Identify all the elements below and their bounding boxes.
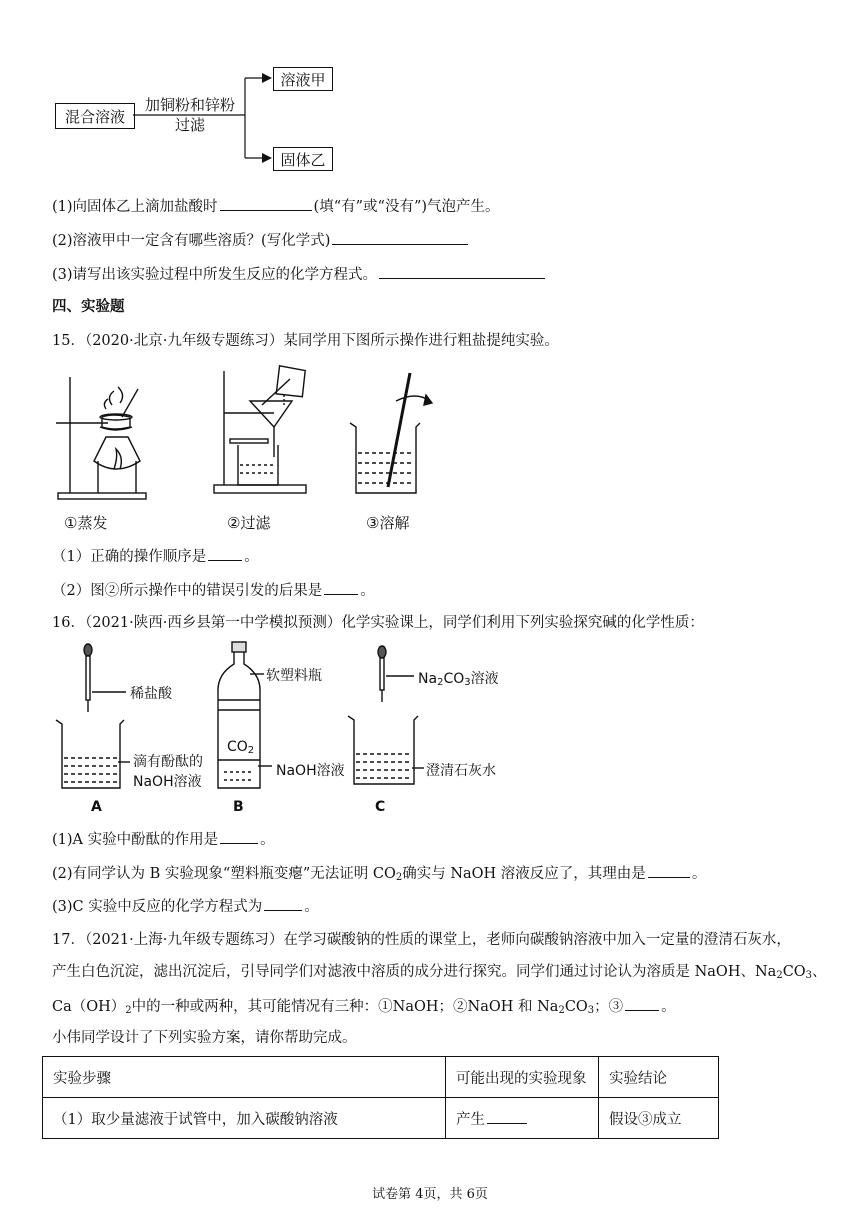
beaker-c xyxy=(348,716,424,784)
cell-step: （1）取少量滤液于试管中，加入碳酸钠溶液 xyxy=(43,1098,446,1139)
label-b: B xyxy=(233,799,244,815)
answer-blank[interactable] xyxy=(648,863,690,878)
label-dilute-hcl: 稀盐酸 xyxy=(130,686,172,702)
page-footer: 试卷第 4页，共 6页 xyxy=(372,1187,488,1202)
cell-conclusion: 假设③成立 xyxy=(599,1098,719,1139)
mixed-solution-box: 混合溶液 xyxy=(55,103,135,129)
solid-b-box: 固体乙 xyxy=(273,147,333,171)
label-plastic-bottle: 软塑料瓶 xyxy=(266,668,322,684)
answer-blank[interactable] xyxy=(220,196,312,211)
flow-arrow-label-bottom: 过滤 xyxy=(174,116,205,134)
answer-blank[interactable] xyxy=(208,546,242,561)
caption-dissolving: ③溶解 xyxy=(366,514,410,532)
q15-apparatus-illustration xyxy=(50,365,470,510)
solution-a-box: 溶液甲 xyxy=(273,67,333,91)
flow-arrows xyxy=(130,65,280,175)
filtration-apparatus xyxy=(214,365,309,493)
q16-part1: (1)A 实验中酚酞的作用是 。 xyxy=(52,829,275,850)
dropper-c xyxy=(378,646,414,702)
label-na2co3-solution: $Na_2CO_3$溶液 xyxy=(418,671,499,688)
table-header-row xyxy=(43,1057,719,1098)
beaker-a xyxy=(56,720,130,788)
label-co2: $CO_2$ xyxy=(227,739,255,756)
dissolving-apparatus xyxy=(350,373,432,493)
header-step: 实验步骤 xyxy=(43,1057,446,1098)
label-c: C xyxy=(375,799,386,815)
label-naoh-solution: NaOH溶液 xyxy=(276,763,345,779)
experiment-table xyxy=(42,1056,719,1139)
answer-blank[interactable] xyxy=(332,230,468,245)
label-phenolphthalein-2: NaOH溶液 xyxy=(133,774,202,790)
plastic-bottle-b xyxy=(218,642,272,788)
q14-part1: (1)向固体乙上滴加盐酸时 (填“有”或“没有”)气泡产生。 xyxy=(52,196,500,217)
evaporation-apparatus xyxy=(56,377,146,499)
label-a: A xyxy=(91,799,102,815)
q17-line4: 小伟同学设计了下列实验方案，请你帮助完成。 xyxy=(52,1030,357,1046)
header-conclusion: 实验结论 xyxy=(599,1057,719,1098)
answer-blank[interactable] xyxy=(625,996,659,1011)
dropper-a xyxy=(84,644,92,712)
answer-blank[interactable] xyxy=(379,264,545,279)
q14-part3: (3)请写出该实验过程中所发生反应的化学方程式。 xyxy=(52,264,547,285)
cell-phenomenon: 产生 xyxy=(446,1098,599,1139)
label-limewater: 澄清石灰水 xyxy=(426,763,496,779)
q17-line1: 17．（2021·上海·九年级专题练习）在学习碳酸钠的性质的课堂上，老师向碳酸钠溶液中加入一定量的澄清石灰水， xyxy=(52,932,791,948)
q17-line2: 产生白色沉淀，滤出沉淀后，引导同学们对滤液中溶质的成分进行探究。同学们通过讨论认为溶质是 NaOH、$Na_2CO_3$、 xyxy=(52,964,827,981)
q15-part1: （1）正确的操作顺序是 。 xyxy=(52,546,259,567)
q17-line3: $Ca(OH)_2$中的一种或两种，其可能情况有三种：①NaOH；②NaOH 和 $Na_2CO_3$；③ 。 xyxy=(52,996,676,1021)
q15-part2: （2）图②所示操作中的错误引发的后果是 。 xyxy=(52,580,375,601)
answer-blank[interactable] xyxy=(220,829,258,844)
table-row xyxy=(43,1098,719,1139)
caption-filtration: ②过滤 xyxy=(227,514,271,532)
q15-stem: 15．（2020·北京·九年级专题练习）某同学用下图所示操作进行粗盐提纯实验。 xyxy=(52,333,559,349)
caption-evaporation: ①蒸发 xyxy=(64,514,108,532)
q16-part2: (2)有同学认为 B 实验现象“塑料瓶变瘪”无法证明 $CO_2$确实与 NaOH 溶液反应了，其理由是 。 xyxy=(52,863,706,888)
q14-part2: (2)溶液甲中一定含有哪些溶质？(写化学式) xyxy=(52,230,470,251)
answer-blank[interactable] xyxy=(264,896,302,911)
header-phenomenon: 可能出现的实验现象 xyxy=(446,1057,599,1098)
label-phenolphthalein-1: 滴有酚酞的 xyxy=(133,754,203,770)
answer-blank[interactable] xyxy=(324,580,358,595)
answer-blank[interactable] xyxy=(487,1109,527,1124)
q16-part3: (3)C 实验中反应的化学方程式为 。 xyxy=(52,896,319,917)
flow-arrow-label-top: 加铜粉和锌粉 xyxy=(144,96,235,114)
section-heading: 四、实验题 xyxy=(52,298,125,315)
q16-stem: 16．（2021·陕西·西乡县第一中学模拟预测）化学实验课上，同学们利用下列实验探究碱的化学性质： xyxy=(52,615,704,631)
